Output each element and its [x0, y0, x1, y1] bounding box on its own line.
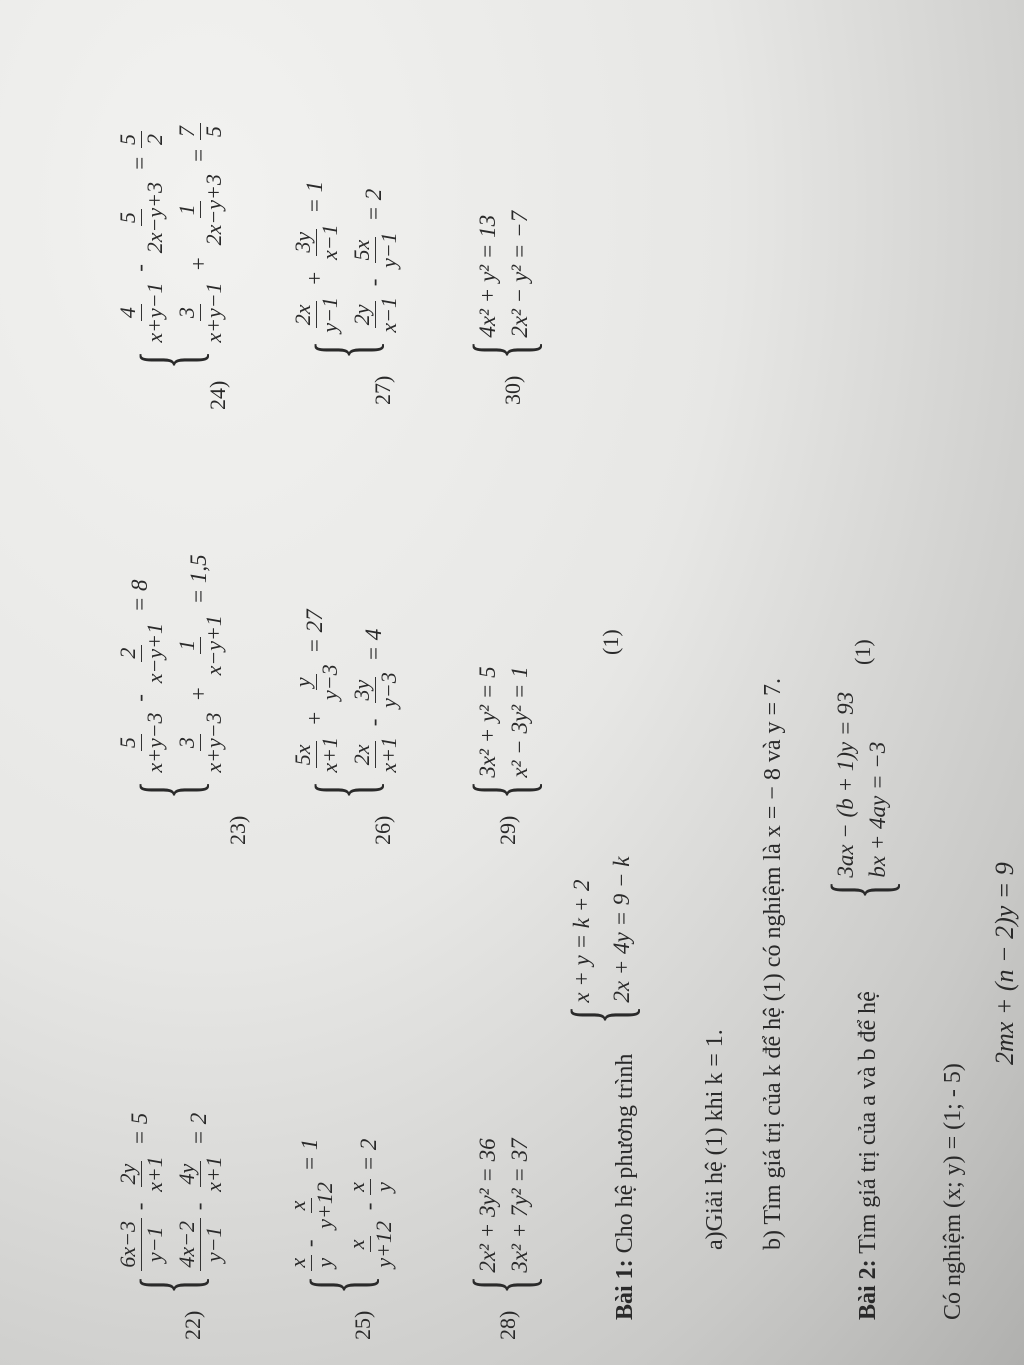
equation-29a: 3x² + y² = 5 [475, 666, 500, 778]
bai2-intro: Tìm giá trị của a và b để hệ [855, 991, 881, 1254]
problem-number-27: 27) [370, 375, 395, 405]
bai2-solution: Có nghiệm (x; y) = (1; - 5) [940, 1063, 966, 1320]
bai2-title: Bài 2: [855, 1259, 881, 1320]
bai1-title: Bài 1: [612, 1259, 638, 1320]
problem-number-24: 24) [205, 380, 230, 410]
bai2-equation-2: bx + 4ay = −3 [865, 741, 890, 878]
problem-number-23: 23) [225, 815, 250, 845]
system-29 [457, 666, 550, 810]
equation-25a: x y - x y+12 = 1 [285, 1139, 338, 1273]
system-26 [290, 609, 402, 810]
brace-icon: { [555, 1005, 648, 1024]
equation-22b: 4x−2 y−1 - 4y x+1 = 2 [174, 1113, 227, 1273]
brace-icon: { [299, 340, 392, 359]
brace-icon: { [457, 1275, 550, 1294]
equation-23b: 3 x+y−3 + 1 x−y+1 = 1,5 [174, 554, 226, 773]
equation-28b: 3x² + 7y² = 37 [507, 1138, 532, 1273]
brace-icon: { [457, 780, 550, 799]
equation-27a: 2x y−1 + 3y x−1 = 1 [290, 180, 342, 333]
bai1-equation-2: 2x + 4y = 9 − k [609, 856, 634, 1003]
system-25 [285, 1139, 397, 1305]
equation-29b: x² − 3y² = 1 [507, 666, 532, 778]
bai1-system [555, 856, 648, 1035]
bai1-part-b: b) Tìm giá trị của k để hệ (1) có nghiệm là x = − 8 và y = 7. [760, 677, 786, 1250]
system-23 [115, 554, 227, 810]
system-30 [457, 210, 550, 370]
problem-number-29: 29) [495, 815, 520, 845]
bai1-tag: (1) [598, 629, 623, 655]
system-22 [115, 1113, 227, 1305]
brace-icon: { [815, 880, 908, 899]
system-27 [290, 181, 402, 370]
equation-27b: 2y x−1 - 5x y−1 = 2 [349, 188, 401, 333]
bai1-intro: Cho hệ phương trình [612, 1053, 638, 1254]
brace-icon: { [299, 780, 392, 799]
equation-26b: 2x x+1 - 3y y−3 = 4 [349, 628, 401, 773]
equation-30a: 4x² + y² = 13 [475, 214, 500, 338]
brace-icon: { [124, 350, 217, 369]
bai1-equation-1: x + y = k + 2 [569, 879, 594, 1003]
problem-number-28: 28) [495, 1310, 520, 1340]
equation-22a: 6x−3 y−1 - 2y x+1 = 5 [115, 1113, 168, 1273]
brace-icon: { [457, 340, 550, 359]
equation-25b: x y+12 - x y = 2 [344, 1138, 396, 1268]
equation-26a: 5x x+1 + y y−3 = 27 [290, 609, 342, 773]
problem-number-22: 22) [180, 1310, 205, 1340]
bai2-system [815, 691, 908, 910]
bai2-tag: (1) [850, 639, 875, 665]
equation-24a: 4 x+y−1 - 5 2x−y+3 = 5 2 [115, 121, 168, 348]
problem-number-26: 26) [370, 815, 395, 845]
next-problem-partial: 2mx + (n − 2)y = 9 [990, 862, 1019, 1065]
equation-23a: 5 x+y−3 - 2 x−y+1 = 8 [115, 579, 167, 773]
equation-30b: 2x² − y² = −7 [507, 210, 532, 338]
bai1-heading [612, 1054, 639, 1320]
brace-icon: { [124, 1275, 217, 1294]
problem-number-30: 30) [500, 375, 525, 405]
bai1-part-a: a)Giải hệ (1) khi k = 1. [702, 1029, 728, 1250]
brace-icon: { [294, 1275, 387, 1294]
bai2-heading [855, 991, 882, 1320]
problem-number-25: 25) [350, 1310, 375, 1340]
bai2-equation-1: 3ax − (b + 1)y = 93 [833, 691, 858, 878]
brace-icon: { [124, 780, 217, 799]
equation-24b: 3 x+y−1 + 1 2x−y+3 = 7 5 [174, 121, 227, 348]
system-24 [115, 121, 227, 380]
equation-28a: 2x² + 3y² = 36 [475, 1138, 500, 1273]
system-28 [457, 1138, 550, 1305]
